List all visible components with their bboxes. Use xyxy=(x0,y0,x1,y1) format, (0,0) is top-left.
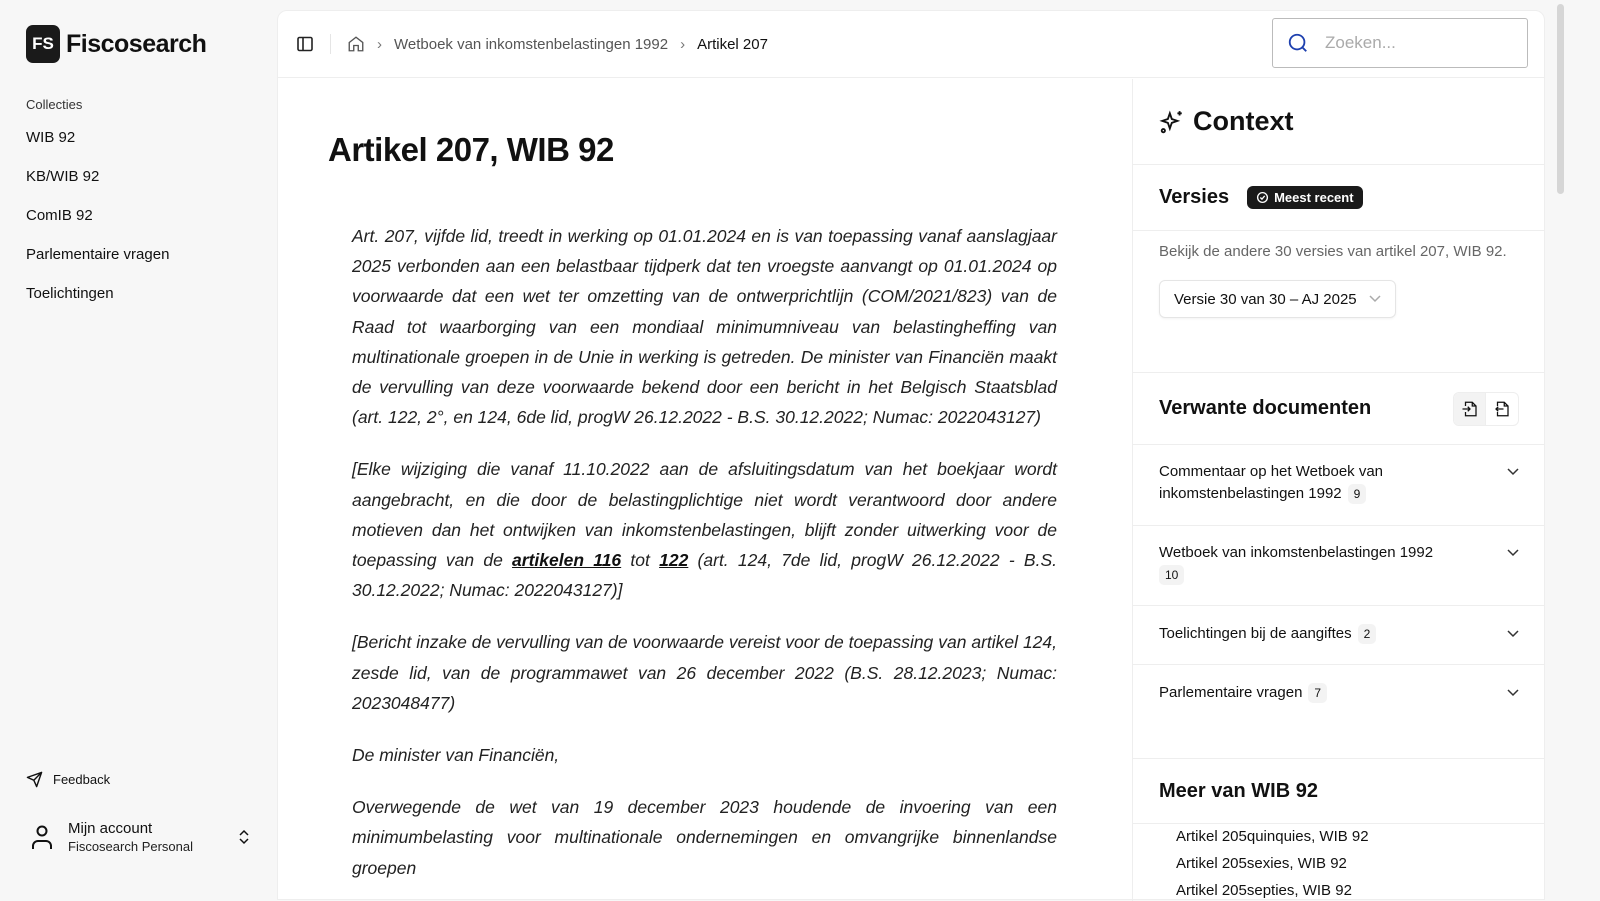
context-panel xyxy=(1132,79,1545,901)
article-body xyxy=(352,221,1057,901)
search-box[interactable] xyxy=(1272,18,1528,68)
logo[interactable] xyxy=(26,25,206,63)
paragraph: Overwegende de wet van 19 december 2023 houdende de invoering van een minimumbelasting voor multinationale ondernemingen en omvangrijke binnenlandse groepen xyxy=(352,797,1057,878)
scrollbar-thumb[interactable] xyxy=(1557,4,1564,194)
chevron-down-icon xyxy=(1369,295,1381,303)
context-header xyxy=(1133,79,1545,165)
article-content xyxy=(278,79,1132,901)
text: tot xyxy=(621,550,660,571)
context-title: Context xyxy=(1193,106,1294,136)
divider xyxy=(330,34,331,54)
search-icon xyxy=(1287,32,1309,54)
related-header xyxy=(1133,373,1545,445)
related-item[interactable] xyxy=(1133,526,1545,606)
more-item[interactable]: Artikel 205sexies, WIB 92 xyxy=(1176,855,1347,872)
sidebar-item-kb-wib92[interactable]: KB/WIB 92 xyxy=(26,168,100,185)
logo-mark: FS xyxy=(26,25,60,63)
versions-body xyxy=(1133,231,1545,373)
badge-label: Meest recent xyxy=(1274,190,1354,205)
related-item-label: Parlementaire vragen xyxy=(1159,684,1303,701)
chevron-down-icon xyxy=(1507,468,1519,476)
related-item-label: Commentaar op het Wetboek van inkomstenbelastingen 1992 xyxy=(1159,463,1384,502)
feedback-label: Feedback xyxy=(53,772,111,787)
account-name: Mijn account xyxy=(68,820,153,837)
outgoing-docs-button[interactable] xyxy=(1486,393,1518,425)
check-circle-icon xyxy=(1256,191,1269,204)
breadcrumb-wib[interactable]: Wetboek van inkomstenbelastingen 1992 xyxy=(394,35,669,53)
paragraph: [Bericht inzake de vervulling van de voorwaarde vereist voor de toepassing van artikel 124, zesde lid, van de programmawet van 26 december 2022 (B.S. 28.12.2023; Numac: 2023048477) xyxy=(352,632,1057,713)
related-item-label: Wetboek van inkomstenbelastingen 1992 xyxy=(1159,544,1434,561)
sidebar-item-parlementaire-vragen[interactable]: Parlementaire vragen xyxy=(26,246,170,263)
send-icon xyxy=(26,771,43,788)
chevrons-up-down-icon xyxy=(238,829,250,845)
account-plan: Fiscosearch Personal xyxy=(68,839,193,854)
link-122[interactable]: 122 xyxy=(659,550,689,571)
text: (art. 124, 7de lid, progW 26.12.2022 - B.S. 30.12.2022; Numac: 2022043127)] xyxy=(352,550,1057,601)
collections-label: Collecties xyxy=(26,97,83,112)
versions-header xyxy=(1133,165,1545,231)
related-item[interactable] xyxy=(1133,665,1545,759)
count-badge: 7 xyxy=(1308,683,1327,703)
version-select[interactable] xyxy=(1159,280,1396,318)
version-select-value: Versie 30 van 30 – AJ 2025 xyxy=(1174,290,1357,308)
main-panel xyxy=(277,10,1545,900)
related-toggle-group xyxy=(1453,392,1519,426)
incoming-docs-button[interactable] xyxy=(1454,393,1486,425)
related-title: Verwante documenten xyxy=(1159,397,1372,419)
versions-title: Versies xyxy=(1159,186,1230,208)
breadcrumb xyxy=(347,35,768,53)
sparkles-icon xyxy=(1159,109,1185,135)
account-switcher[interactable] xyxy=(30,820,250,854)
sidebar-item-wib92[interactable]: WIB 92 xyxy=(26,129,76,146)
sidebar xyxy=(0,0,277,900)
page-title: Artikel 207, WIB 92 xyxy=(328,131,614,168)
more-header xyxy=(1133,759,1545,824)
chevron-down-icon xyxy=(1507,549,1519,557)
status-badge xyxy=(1247,186,1362,209)
count-badge: 10 xyxy=(1159,565,1184,585)
more-list xyxy=(1133,824,1545,901)
file-export-icon xyxy=(1493,400,1511,418)
collections-nav xyxy=(26,128,169,323)
sidebar-item-toelichtingen[interactable]: Toelichtingen xyxy=(26,285,114,302)
related-item-label: Toelichtingen bij de aangiftes xyxy=(1159,625,1352,642)
paragraph xyxy=(352,454,1057,605)
more-item[interactable]: Artikel 205quinquies, WIB 92 xyxy=(1176,828,1369,845)
count-badge: 9 xyxy=(1348,484,1367,504)
related-item[interactable] xyxy=(1133,445,1545,526)
breadcrumb-current: Artikel 207 xyxy=(697,35,768,53)
user-icon xyxy=(30,824,54,850)
paragraph: De minister van Financiën, xyxy=(352,745,560,766)
file-import-icon xyxy=(1461,400,1479,418)
search-input[interactable] xyxy=(1325,33,1505,53)
text: [Elke wijziging die vanaf 11.10.2022 aan de afsluitingsdatum van het boekjaar wordt aangebracht, en die door de belastingplichtige niet wordt verantwoord door andere motieven dan het ontwijken van inkomstenbelastingen, blijft zonder uitwerking voor de toepassing van de xyxy=(352,459,1057,571)
logo-text: Fiscosearch xyxy=(66,29,207,58)
top-bar xyxy=(278,11,1544,78)
home-icon[interactable] xyxy=(347,35,365,53)
sidebar-item-comib92[interactable]: ComIB 92 xyxy=(26,207,93,224)
sidebar-toggle-icon[interactable] xyxy=(296,35,314,53)
more-item[interactable]: Artikel 205septies, WIB 92 xyxy=(1176,882,1352,899)
link-artikelen-116[interactable]: artikelen 116 xyxy=(512,550,622,571)
more-title: Meer van WIB 92 xyxy=(1159,779,1318,802)
paragraph: Art. 207, vijfde lid, treedt in werking op 01.01.2024 en is van toepassing vanaf aanslagjaar 2025 verbonden aan een belastbaar tijdperk dat ten vroegste aanvangt op 01.01.2024 op voorwaarde dat een wet ter omzetting van de ontwerprichtlijn (COM/2021/823) van de Raad tot waarborging van een mondiaal minimumniveau van belastingheffing van multinationale groepen in de Unie in werking is getreden. De minister van Financiën maakt de vervulling van deze voorwaarde bekend door een bericht in het Belgisch Staatsblad (art. 122, 2°, en 124, 6de lid, progW 26.12.2022 - B.S. 30.12.2022; Numac: 2022043127) xyxy=(352,226,1057,428)
related-item[interactable] xyxy=(1133,606,1545,665)
chevron-down-icon xyxy=(1507,689,1519,697)
chevron-right-icon: › xyxy=(377,35,382,53)
scrollbar[interactable] xyxy=(1553,0,1568,900)
count-badge: 2 xyxy=(1358,624,1377,644)
chevron-right-icon: › xyxy=(680,35,686,53)
feedback-button[interactable] xyxy=(26,771,110,788)
versions-description: Bekijk de andere 30 versies van artikel 207, WIB 92. xyxy=(1159,243,1507,260)
chevron-down-icon xyxy=(1507,630,1519,638)
